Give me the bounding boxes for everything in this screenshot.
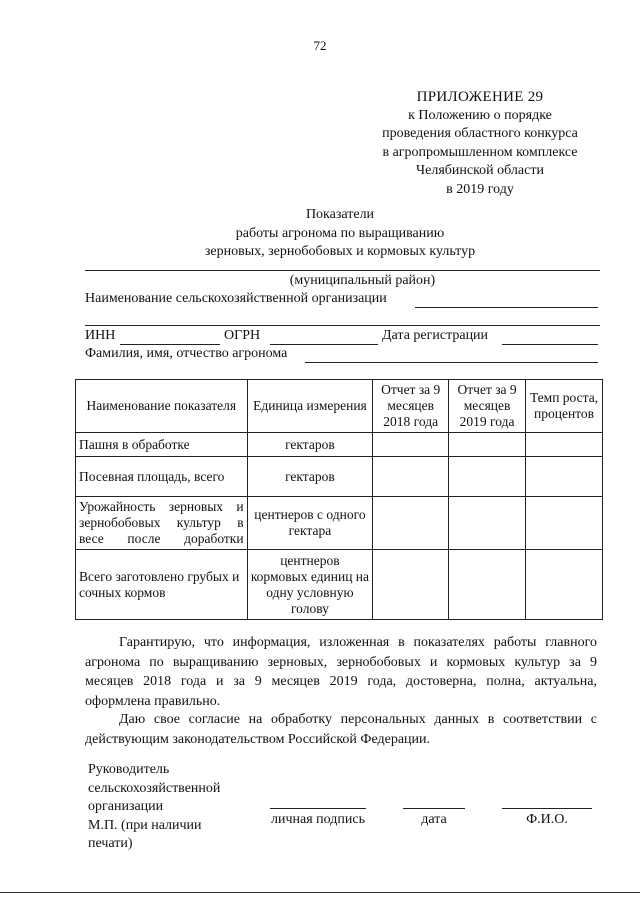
name-caption: Ф.И.О. bbox=[526, 812, 568, 827]
signature-caption: личная подпись bbox=[271, 812, 365, 827]
page-number: 72 bbox=[313, 38, 327, 53]
signatory-line: сельскохозяйственной bbox=[88, 780, 221, 796]
signatory-line: печати) bbox=[88, 836, 133, 851]
document-heading bbox=[150, 206, 530, 262]
district-field-line[interactable] bbox=[85, 270, 600, 271]
table-row bbox=[76, 550, 603, 620]
header-growth: Темп роста, процентов bbox=[526, 380, 603, 433]
row-unit: гектаров bbox=[247, 433, 373, 457]
org-name-label: Наименование сельскохозяйственной организации bbox=[85, 291, 387, 306]
row-report-2019-cell[interactable] bbox=[449, 457, 526, 497]
row-report-2019-cell[interactable] bbox=[449, 497, 526, 550]
row-indicator: Всего заготовлено грубых и сочных кормов bbox=[76, 550, 248, 620]
signatory-block bbox=[88, 761, 268, 854]
row-indicator: Пашня в обработке bbox=[76, 433, 248, 457]
signatory-line: Руководитель bbox=[88, 762, 170, 777]
signature-field-line[interactable] bbox=[270, 808, 366, 809]
heading-line: работы агронома по выращиванию bbox=[235, 225, 445, 241]
page-bottom-rule bbox=[0, 892, 640, 893]
inn-field-line[interactable] bbox=[120, 344, 220, 345]
inn-label: ИНН bbox=[85, 328, 116, 343]
heading-line: зерновых, зернобобовых и кормовых культур bbox=[204, 244, 476, 259]
table-row bbox=[76, 433, 603, 457]
table-row bbox=[76, 457, 603, 497]
org-name-field-line-2[interactable] bbox=[85, 325, 600, 326]
ogrn-label: ОГРН bbox=[224, 328, 261, 343]
date-field-line[interactable] bbox=[403, 808, 465, 809]
appendix-title: ПРИЛОЖЕНИЕ 29 bbox=[416, 89, 544, 105]
heading-line: Показатели bbox=[305, 207, 375, 222]
row-report-2018-cell[interactable] bbox=[373, 550, 449, 620]
ogrn-field-line[interactable] bbox=[270, 344, 378, 345]
indicators-table bbox=[75, 379, 603, 620]
signatory-line: организации bbox=[88, 799, 164, 814]
row-growth-cell[interactable] bbox=[526, 497, 603, 550]
header-indicator: Наименование показателя bbox=[76, 380, 248, 433]
row-growth-cell[interactable] bbox=[526, 457, 603, 497]
agronomist-label: Фамилия, имя, отчество агронома bbox=[85, 346, 288, 361]
guarantee-paragraph: Гарантирую, что информация, изложенная в показателях работы главного агронома по выращиванию зерновых, зернобобовых и кормовых культур за 9 месяцев 2018 года и за 9 месяцев 2019 года, достоверна, полна, актуальна, оформлена правильно. bbox=[85, 635, 597, 709]
appendix-block bbox=[360, 88, 600, 199]
appendix-line: проведения областного конкурса bbox=[382, 126, 578, 141]
header-report-2019: Отчет за 9 месяцев 2019 года bbox=[449, 380, 526, 433]
table-header-row bbox=[76, 380, 603, 433]
row-unit: центнеров кормовых единиц на одну условную голову bbox=[247, 550, 373, 620]
row-report-2019-cell[interactable] bbox=[449, 433, 526, 457]
reg-date-field-line[interactable] bbox=[502, 344, 598, 345]
consent-paragraph: Даю свое согласие на обработку персональных данных в соответствии с действующим законодательством Российской Федерации. bbox=[85, 712, 597, 747]
row-indicator: Посевная площадь, всего bbox=[76, 457, 248, 497]
table-row bbox=[76, 497, 603, 550]
name-field-line[interactable] bbox=[502, 808, 592, 809]
row-unit: гектаров bbox=[247, 457, 373, 497]
appendix-line: в 2019 году bbox=[446, 181, 514, 197]
row-growth-cell[interactable] bbox=[526, 433, 603, 457]
signatory-line: М.П. (при наличии bbox=[88, 817, 202, 833]
header-unit: Единица измерения bbox=[247, 380, 373, 433]
row-unit: центнеров с одного гектара bbox=[247, 497, 373, 550]
agronomist-field-line[interactable] bbox=[305, 362, 598, 363]
row-report-2018-cell[interactable] bbox=[373, 497, 449, 550]
appendix-line: в агропромышленном комплексе bbox=[382, 144, 578, 160]
row-report-2018-cell[interactable] bbox=[373, 457, 449, 497]
appendix-line: Челябинской области bbox=[416, 163, 544, 178]
header-report-2018: Отчет за 9 месяцев 2018 года bbox=[373, 380, 449, 433]
row-report-2018-cell[interactable] bbox=[373, 433, 449, 457]
date-caption: дата bbox=[421, 812, 447, 827]
row-growth-cell[interactable] bbox=[526, 550, 603, 620]
row-indicator: Урожайность зерновых и зернобобовых культур в весе после доработки bbox=[76, 497, 248, 550]
reg-date-label: Дата регистрации bbox=[382, 328, 489, 343]
org-name-field-line[interactable] bbox=[415, 307, 598, 308]
row-report-2019-cell[interactable] bbox=[449, 550, 526, 620]
appendix-line: к Положению о порядке bbox=[408, 107, 552, 123]
district-caption: (муниципальный район) bbox=[289, 273, 436, 288]
